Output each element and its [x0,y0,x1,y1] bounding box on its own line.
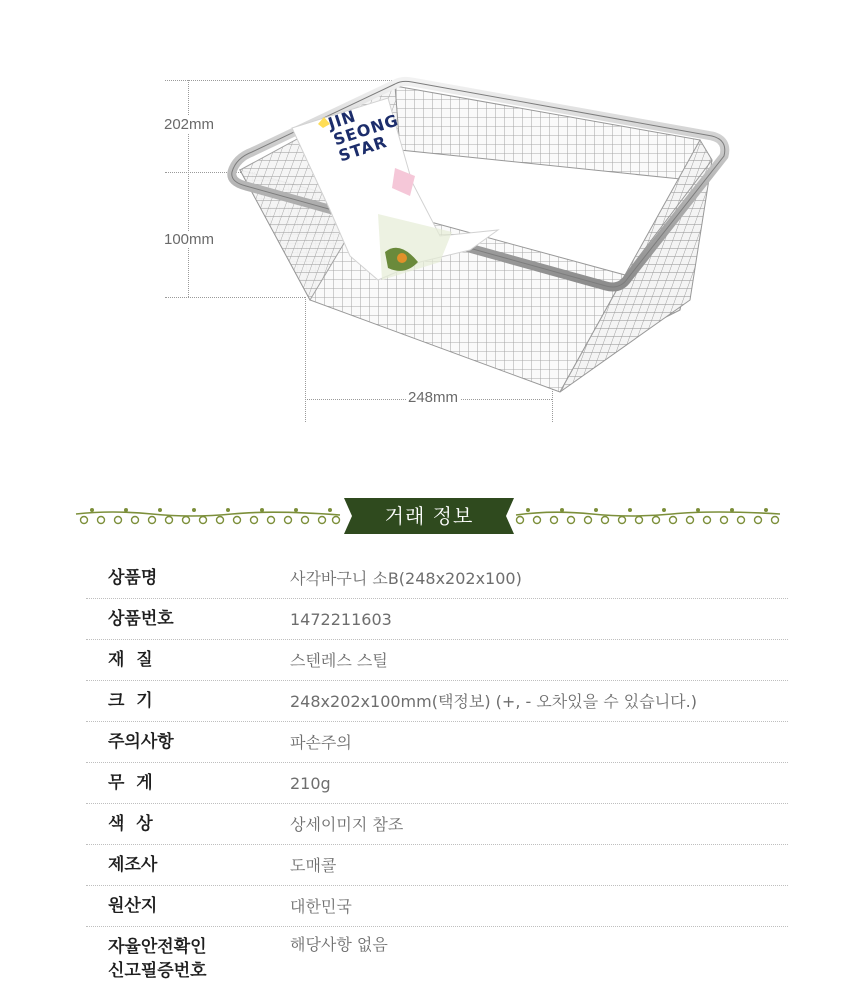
section-title: 거래 정보 [384,504,474,528]
info-row-product-name [86,558,788,599]
info-label: 자율안전확인 신고필증번호 [108,937,207,981]
info-value: 대한민국 [290,897,352,916]
info-label: 크 기 [108,691,153,711]
info-row-origin [86,886,788,927]
product-info-table [86,558,788,987]
brand-logo-text: JIN SEONG STAR [325,106,402,166]
info-value: 248x202x100mm(택정보) (+, - 오차있을 수 있습니다.) [290,692,697,711]
wire-basket-image [0,0,860,440]
info-value: 도매콜 [290,856,337,875]
dim-label-width: 248mm [408,389,459,406]
section-title-banner [344,498,514,534]
info-label: 상품명 [108,568,158,588]
vine-left-ornament [72,496,344,538]
info-label: 색 상 [108,814,153,834]
section-header [72,496,788,538]
info-row-product-number [86,599,788,640]
info-label: 무 게 [108,773,153,793]
info-label: 주의사항 [108,732,174,752]
info-row-color [86,804,788,845]
product-figure [0,0,860,440]
info-row-caution [86,722,788,763]
info-label: 제조사 [108,855,158,875]
info-label: 재 질 [108,650,153,670]
info-value: 해당사항 없음 [290,935,388,954]
info-row-manufacturer [86,845,788,886]
info-value: 파손주의 [290,733,352,752]
info-row-material [86,640,788,681]
info-row-weight [86,763,788,804]
dim-label-height-top: 202mm [164,116,215,133]
info-value: 상세이미지 참조 [290,815,404,834]
info-value: 사각바구니 소B(248x202x100) [290,569,522,588]
info-value: 210g [290,774,331,793]
vine-right-ornament [512,496,784,538]
info-value: 스텐레스 스틸 [290,651,388,670]
info-label: 원산지 [108,896,158,916]
info-label: 상품번호 [108,609,174,629]
info-value: 1472211603 [290,610,392,629]
info-row-safety-cert [86,927,788,987]
info-row-size [86,681,788,722]
dim-label-depth: 100mm [164,231,215,248]
